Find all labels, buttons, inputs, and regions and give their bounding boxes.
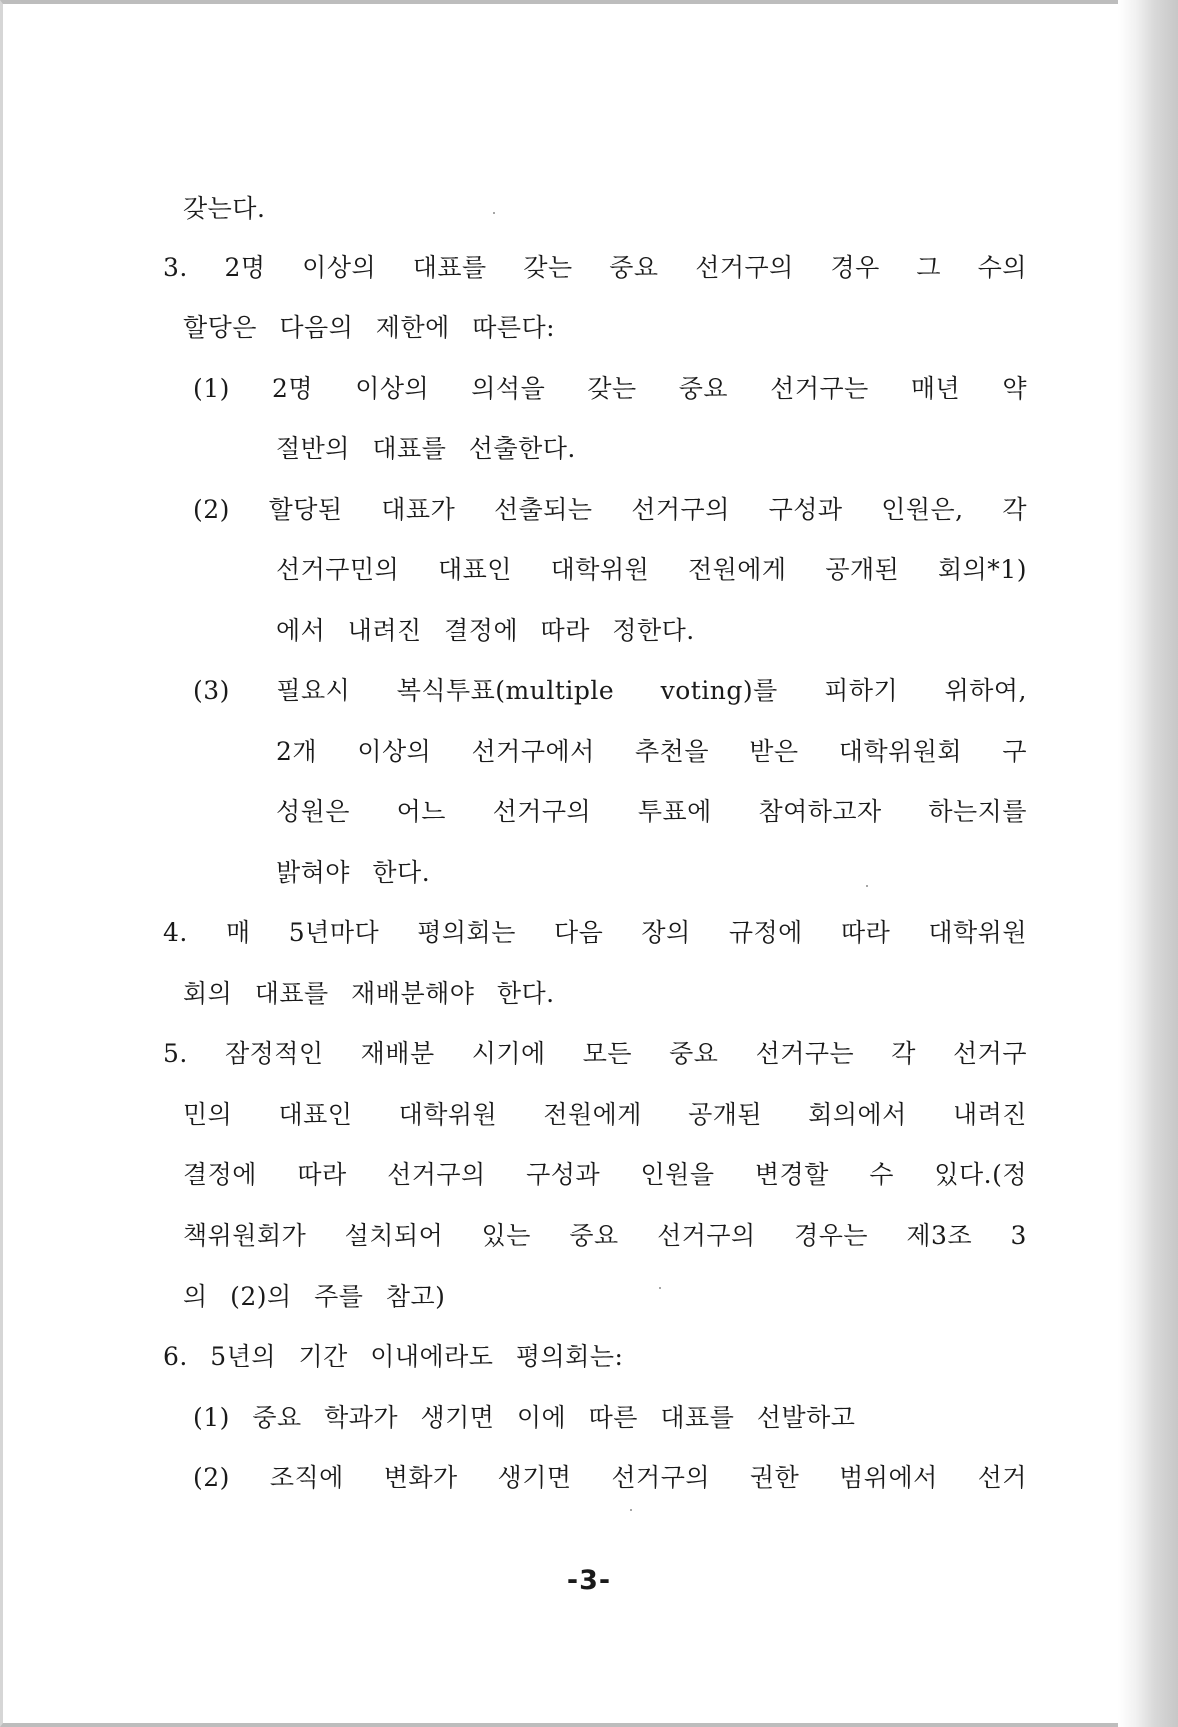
word: 중요 (678, 374, 729, 403)
page-number: -3- (566, 1565, 612, 1596)
word: 다음 (553, 918, 604, 947)
text-line (193, 676, 1027, 706)
text-line (163, 1039, 1027, 1069)
word: 매년 (910, 374, 961, 403)
word: 선거구는 (770, 374, 869, 403)
word: 생기면 (497, 1463, 572, 1492)
word: 있다.(정 (934, 1160, 1027, 1189)
text-line (276, 555, 1027, 585)
text-line (183, 1100, 1027, 1130)
word: 이상의 (357, 737, 432, 766)
word: 대표가 (381, 495, 456, 524)
word: 수의 (977, 253, 1027, 282)
word: 각 (1002, 495, 1027, 524)
word: 범위에서 (839, 1463, 938, 1492)
word: (3) (193, 676, 230, 705)
word: 따라 (840, 918, 891, 947)
word: 평의회는 (417, 918, 516, 947)
word: 대표를 (412, 253, 487, 282)
text-line (276, 797, 1027, 827)
word: 공개된 (825, 555, 900, 584)
scan-speck (659, 1287, 661, 1289)
word: 수 (869, 1160, 894, 1189)
text-line (163, 253, 1027, 283)
text-line (193, 1463, 1027, 1493)
word: 경우는 (794, 1221, 869, 1250)
word: 대학위원회 (838, 737, 963, 766)
word: 각 (891, 1039, 916, 1068)
word: 규정에 (728, 918, 803, 947)
word: 대표인 (278, 1100, 353, 1129)
word: 회의*1) (937, 555, 1027, 584)
word: 의석을 (471, 374, 546, 403)
word: 3 (1010, 1221, 1027, 1250)
word: 제3조 (906, 1221, 973, 1250)
word: 내려진 (952, 1100, 1027, 1129)
word: 따라 (297, 1160, 347, 1189)
word: 이상의 (355, 374, 430, 403)
word: 그 (916, 253, 942, 282)
word: (1) (193, 374, 230, 403)
word: 인원은, (881, 495, 964, 524)
text-line: 의 (2)의 주를 참고) (183, 1282, 446, 1311)
word: 선거구 (953, 1039, 1027, 1068)
word: 조직에 (269, 1463, 344, 1492)
word: 중요 (569, 1221, 619, 1250)
word: 중요 (669, 1039, 719, 1068)
word: 구 (1002, 737, 1027, 766)
text-line: 회의 대표를 재배분해야 한다. (183, 979, 555, 1008)
word: 경우 (830, 253, 880, 282)
word: 공개된 (688, 1100, 763, 1129)
word: 선거구의 (657, 1221, 756, 1250)
word: 갖는 (587, 374, 637, 403)
word: 어느 (396, 797, 446, 826)
word: 매 (225, 918, 251, 947)
text-line: 할당은 다음의 제한에 따른다: (183, 313, 556, 342)
word: 시기에 (471, 1039, 546, 1068)
word: 결정에 (183, 1160, 257, 1189)
word: 선거구민의 (276, 555, 400, 584)
word: 갖는 (523, 253, 573, 282)
word: 중요 (609, 253, 659, 282)
word: 있는 (481, 1221, 531, 1250)
word: 선거구의 (695, 253, 794, 282)
scan-speck (630, 1509, 632, 1511)
word: 대학위원 (928, 918, 1027, 947)
text-line (276, 737, 1027, 767)
word: 3. (163, 253, 188, 282)
scan-speck (493, 212, 495, 214)
word: 대표인 (437, 555, 512, 584)
word: 선거구에서 (471, 737, 595, 766)
word: 참여하고자 (758, 797, 882, 826)
word: 선출되는 (493, 495, 593, 524)
text-line (193, 374, 1027, 404)
word: 추천을 (635, 737, 709, 766)
word: 재배분 (360, 1039, 435, 1068)
word: 선거구의 (611, 1463, 711, 1492)
word: 회의에서 (808, 1100, 907, 1129)
word: 2명 (224, 253, 266, 282)
word: 약 (1002, 374, 1027, 403)
word: 2개 (276, 737, 318, 766)
word: 변경할 (754, 1160, 829, 1189)
page-edge-shadow (1118, 0, 1178, 1727)
word: 위하여, (944, 676, 1027, 705)
word: 책위원회가 (183, 1221, 307, 1250)
word: 대학위원 (550, 555, 650, 584)
word: 피하기 (824, 676, 899, 705)
word: 전원에게 (543, 1100, 642, 1129)
text-line: 갖는다. (183, 194, 266, 223)
word: 구성과 (768, 495, 843, 524)
word: 구성과 (526, 1160, 601, 1189)
word: 이상의 (302, 253, 377, 282)
word: 받은 (749, 737, 799, 766)
word: 모든 (582, 1039, 633, 1068)
word: 장의 (641, 918, 691, 947)
word: (2) (193, 1463, 230, 1492)
text-line (163, 918, 1027, 948)
text-line (193, 495, 1027, 525)
text-line: 에서 내려진 결정에 따라 정한다. (276, 616, 695, 645)
word: 설치되어 (344, 1221, 444, 1250)
text-line: (1) 중요 학과가 생기면 이에 따른 대표를 선발하고 (193, 1403, 856, 1432)
word: 전원에게 (687, 555, 787, 584)
word: 권한 (749, 1463, 800, 1492)
word: 선거구의 (492, 797, 592, 826)
word: 인원을 (640, 1160, 715, 1189)
text-line (183, 1160, 1027, 1190)
word: 필요시 (276, 676, 351, 705)
word: 성원은 (276, 797, 350, 826)
scan-speck (866, 885, 868, 887)
word: 투표에 (637, 797, 712, 826)
text-line: 6. 5년의 기간 이내에라도 평의회는: (163, 1342, 624, 1371)
text-line: 절반의 대표를 선출한다. (276, 434, 576, 463)
word: 5년마다 (288, 918, 380, 947)
word: 4. (163, 918, 188, 947)
word: 2명 (272, 374, 314, 403)
word: 선거 (977, 1463, 1027, 1492)
word: voting)를 (660, 676, 778, 705)
word: 민의 (183, 1100, 233, 1129)
word: 하는지를 (928, 797, 1027, 826)
word: 변화가 (383, 1463, 458, 1492)
word: 대학위원 (398, 1100, 498, 1129)
word: (2) (193, 495, 230, 524)
word: 5. (163, 1039, 188, 1068)
text-line (183, 1221, 1027, 1251)
word: 선거구의 (631, 495, 730, 524)
word: 복식투표(multiple (396, 676, 615, 705)
text-line: 밝혀야 한다. (276, 858, 431, 887)
word: 선거구의 (387, 1160, 486, 1189)
word: 잠정적인 (224, 1039, 324, 1068)
word: 선거구는 (755, 1039, 855, 1068)
word: 할당된 (268, 495, 343, 524)
